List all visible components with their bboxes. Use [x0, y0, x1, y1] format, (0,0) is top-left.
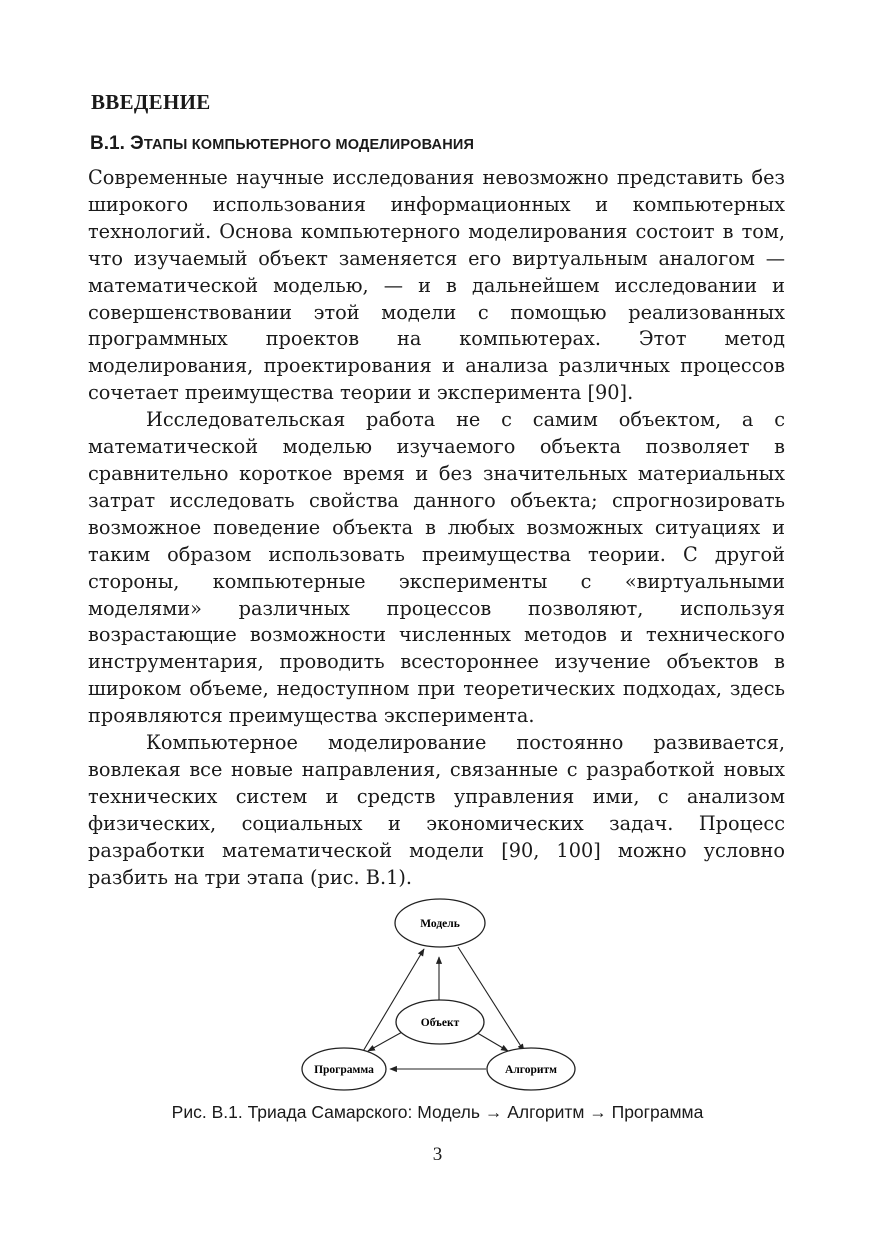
section-number: В.1.: [90, 133, 125, 154]
node-program: [302, 1048, 386, 1090]
chapter-title: ВВЕДЕНИЕ: [91, 90, 211, 114]
edge-object-to-algorithm: [474, 1031, 508, 1051]
section-heading-rest: ТАПЫ КОМПЬЮТЕРНОГО МОДЕЛИРОВАНИЯ: [143, 137, 475, 153]
section-heading-initial: Э: [130, 133, 144, 154]
node-object: [396, 1000, 484, 1044]
node-algorithm: [487, 1048, 575, 1090]
section-heading-text: [130, 133, 475, 154]
paragraph-1: Современные научные исследования невозможно представить без широкого использования информационных и компьютерных технологий. Основа компьютерного моделирования состоит в том, что изучаемый объект заменяется его виртуальным аналогом — математической моделью, — и в дальнейшем исследовании и совершенствовании этой модели с помощью реализованных программных проектов на компьютерах. Этот метод моделирования, проектирования и анализа различных процессов сочетает преимущества теории и эксперимента [90].: [88, 166, 785, 405]
node-model-label: Модель: [420, 918, 460, 930]
paragraph-2: Исследовательская работа не с самим объектом, а с математической моделью изучаемого объекта позволяет в сравнительно короткое время и без значительных материальных затрат исследовать свойства данного объекта; спрогнозировать возможное поведение объекта в любых возможных ситуациях и таким образом использовать преимущества теории. С другой стороны, компьютерные эксперименты с «виртуальными моделями» различных процессов позволяют, используя возрастающие возможности численных методов и технического инструментария, проводить всестороннее изучение объектов в широком объеме, недоступном при теоретических подходах, здесь проявляются преимущества эксперимента.: [88, 408, 785, 728]
node-object-label: Объект: [420, 1017, 460, 1029]
paragraph-3: Компьютерное моделирование постоянно развивается, вовлекая все новые направления, связанные с разработкой новых технических систем и средств управления ими, с анализом физических, социальных и экономических задач. Процесс разработки математической модели [90, 100] можно условно разбить на три этапа (рис. В.1).: [88, 731, 785, 889]
samarsky-triad-diagram: [300, 893, 580, 1093]
node-program-label: Программа: [314, 1064, 374, 1076]
section-title: [90, 133, 785, 156]
figure-caption: Рис. В.1. Триада Самарского: Модель → Алгоритм → Программа: [171, 1102, 704, 1122]
page-body: [88, 88, 785, 891]
page-number: 3: [432, 1144, 443, 1165]
node-algorithm-label: Алгоритм: [505, 1064, 557, 1076]
node-model: [395, 899, 485, 947]
